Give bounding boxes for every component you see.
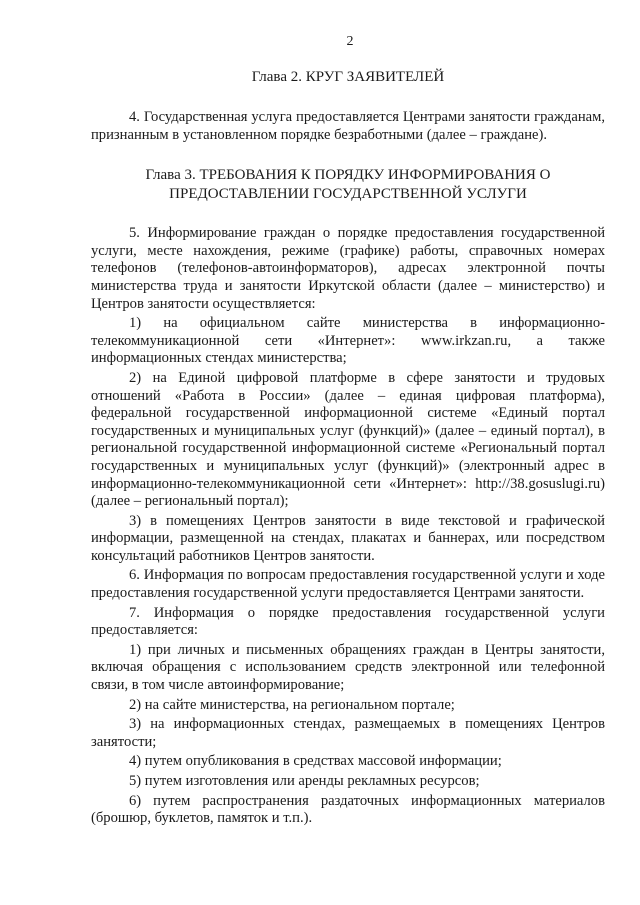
paragraph-5-item-3: 3) в помещениях Центров занятости в виде текстовой и графической информации, размещенной на стендах, плакатах и баннерах, или посредством консультаций работников Центров занятости. <box>91 512 605 564</box>
chapter-2-heading: Глава 2. КРУГ ЗАЯВИТЕЛЕЙ <box>251 69 445 85</box>
paragraph-7-item-5: 5) путем изготовления или аренды рекламных ресурсов; <box>129 773 480 789</box>
page-number: 2 <box>346 34 354 49</box>
paragraph-5-item-1: 1) на официальном сайте министерства в информационно-телекоммуникационной сети «Интернет»: www.irkzan.ru, а также информационных стендах министерства; <box>91 315 605 367</box>
paragraph-7-item-2: 2) на сайте министерства, на региональном портале; <box>129 696 455 713</box>
paragraph-5-item-2: 2) на Единой цифровой платформе в сфере занятости и трудовых отношений «Работа в России» (далее – единая цифровая платформа), федеральной государственной информационной системе «Единый портал государственных и муниципальных услуг (функций)» (далее – единый портал), в региональной государственной информационной системе «Региональный портал государственных и муниципальных услуг (функций)» (электронный адрес в информационно-телекоммуникационной сети «Интернет»: http://38.gosuslugi.ru) (далее – региональный портал); <box>91 369 605 510</box>
paragraph-7: 7. Информация о порядке предоставления государственной услуги предоставляется: <box>91 604 605 639</box>
paragraph-5: 5. Информирование граждан о порядке предоставления государственной услуги, месте нахождения, режиме (графике) работы, справочных номерах телефонов (телефонов-автоинформаторов), адресах электронной почты министерства труда и занятости Иркутской области (далее – министерство) и Центров занятости осуществляется: <box>91 225 605 312</box>
paragraph-7-item-3: 3) на информационных стендах, размещаемых в помещениях Центров занятости; <box>91 716 605 750</box>
paragraph-4: 4. Государственная услуга предоставляется Центрами занятости гражданам, признанным в установленном порядке безработными (далее – граждане). <box>91 109 605 143</box>
paragraph-7-item-4: 4) путем опубликования в средствах массовой информации; <box>129 753 502 770</box>
paragraph-7-item-1: 1) при личных и письменных обращениях граждан в Центры занятости, включая обращения с использованием средств электронной или телефонной связи, в том числе автоинформирование; <box>91 641 605 694</box>
document-body <box>91 64 605 828</box>
paragraph-7-item-6: 6) путем распространения раздаточных информационных материалов (брошюр, буклетов, памяток и т.п.). <box>91 792 605 827</box>
paragraph-6: 6. Информация по вопросам предоставления государственной услуги и ходе предоставления государственной услуги предоставляется Центрами занятости. <box>91 567 605 602</box>
chapter-3-heading: Глава 3. ТРЕБОВАНИЯ К ПОРЯДКУ ИНФОРМИРОВАНИЯ О ПРЕДОСТАВЛЕНИИ ГОСУДАРСТВЕННОЙ УСЛУГИ <box>145 167 551 203</box>
